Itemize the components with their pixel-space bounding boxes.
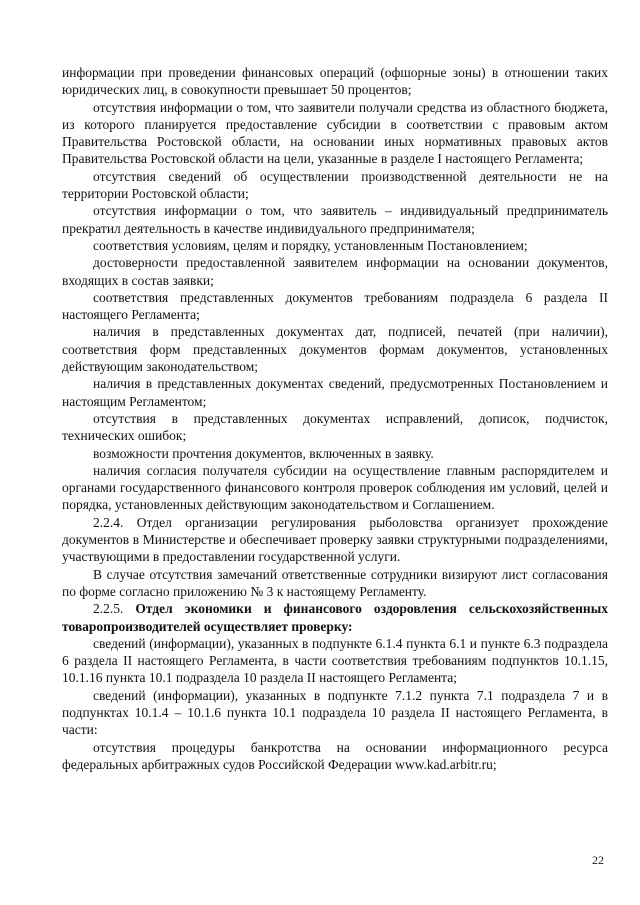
document-body bbox=[62, 64, 608, 773]
paragraph: соответствия представленных документов требованиям подраздела 6 раздела II настоящего Регламента; bbox=[62, 289, 608, 323]
paragraph: наличия в представленных документах сведений, предусмотренных Постановлением и настоящим Регламентом; bbox=[62, 376, 608, 409]
section-heading-2-2-5 bbox=[62, 600, 608, 635]
paragraph: наличия в представленных документах дат, подписей, печатей (при наличии), соответствия форм представленных документов формам документов, установленных действующим законодательством; bbox=[62, 324, 608, 375]
paragraph: отсутствия информации о том, что заявители получали средства из областного бюджета, из которого планируется предоставление субсидии в соответствии с правовым актом Правительства Ростовской области, на основании иных нормативных правовых актов Правительства Ростовской области на цели, указанные в разделе I настоящего Регламента; bbox=[62, 99, 608, 167]
paragraph: достоверности предоставленной заявителем информации на основании документов, входящих в состав заявки; bbox=[62, 255, 608, 288]
paragraph: сведений (информации), указанных в подпункте 6.1.4 пункта 6.1 и пункте 6.3 подраздела 6 раздела II настоящего Регламента, в части соответствия требованиям подпунктов 10.1.15, 10.1.16 пункта 10.1 подраздела 10 раздела II настоящего Регламента; bbox=[62, 635, 608, 686]
paragraph: отсутствия информации о том, что заявитель – индивидуальный предприниматель прекратил деятельность в качестве индивидуального предпринимателя; bbox=[62, 203, 608, 236]
paragraph: сведений (информации), указанных в подпункте 7.1.2 пункта 7.1 подраздела 7 и в подпунктах 10.1.4 – 10.1.6 пункта 10.1 подраздела 10 раздела II настоящего Регламента, в части: bbox=[62, 687, 608, 738]
paragraph: отсутствия сведений об осуществлении производственной деятельности не на территории Ростовской области; bbox=[62, 168, 608, 202]
section-number: 2.2.5. bbox=[93, 601, 124, 617]
paragraph: отсутствия процедуры банкротства на основании информационного ресурса федеральных арбитражных судов Российской Федерации www.kad.arbitr.ru; bbox=[62, 739, 608, 772]
paragraph: соответствия условиям, целям и порядку, установленным Постановлением; bbox=[93, 237, 528, 253]
paragraph: возможности прочтения документов, включенных в заявку. bbox=[93, 445, 434, 461]
paragraph: отсутствия в представленных документах исправлений, дописок, подчисток, технических ошибок; bbox=[62, 410, 608, 444]
paragraph: 2.2.4. Отдел организации регулирования рыболовства организует прохождение документов в Министерстве и обеспечивает проверку заявки структурными подразделениями, участвующими в предоставлении государственной услуги. bbox=[62, 514, 608, 565]
paragraph: наличия согласия получателя субсидии на осуществление главным распорядителем и органами государственного финансового контроля проверок соблюдения им условий, целей и порядка, установленных действующим законодательством и Соглашением. bbox=[62, 462, 608, 513]
section-bold-text: Отдел экономики и финансового оздоровления сельскохозяйственных товаропроизводителей осуществляет проверку: bbox=[62, 601, 608, 634]
paragraph: В случае отсутствия замечаний ответственные сотрудники визируют лист согласования по форме согласно приложению № 3 к настоящему Регламенту. bbox=[62, 566, 608, 599]
page-number: 22 bbox=[592, 853, 604, 867]
paragraph: информации при проведении финансовых операций (офшорные зоны) в отношении таких юридических лиц, в совокупности превышает 50 процентов; bbox=[62, 65, 608, 98]
